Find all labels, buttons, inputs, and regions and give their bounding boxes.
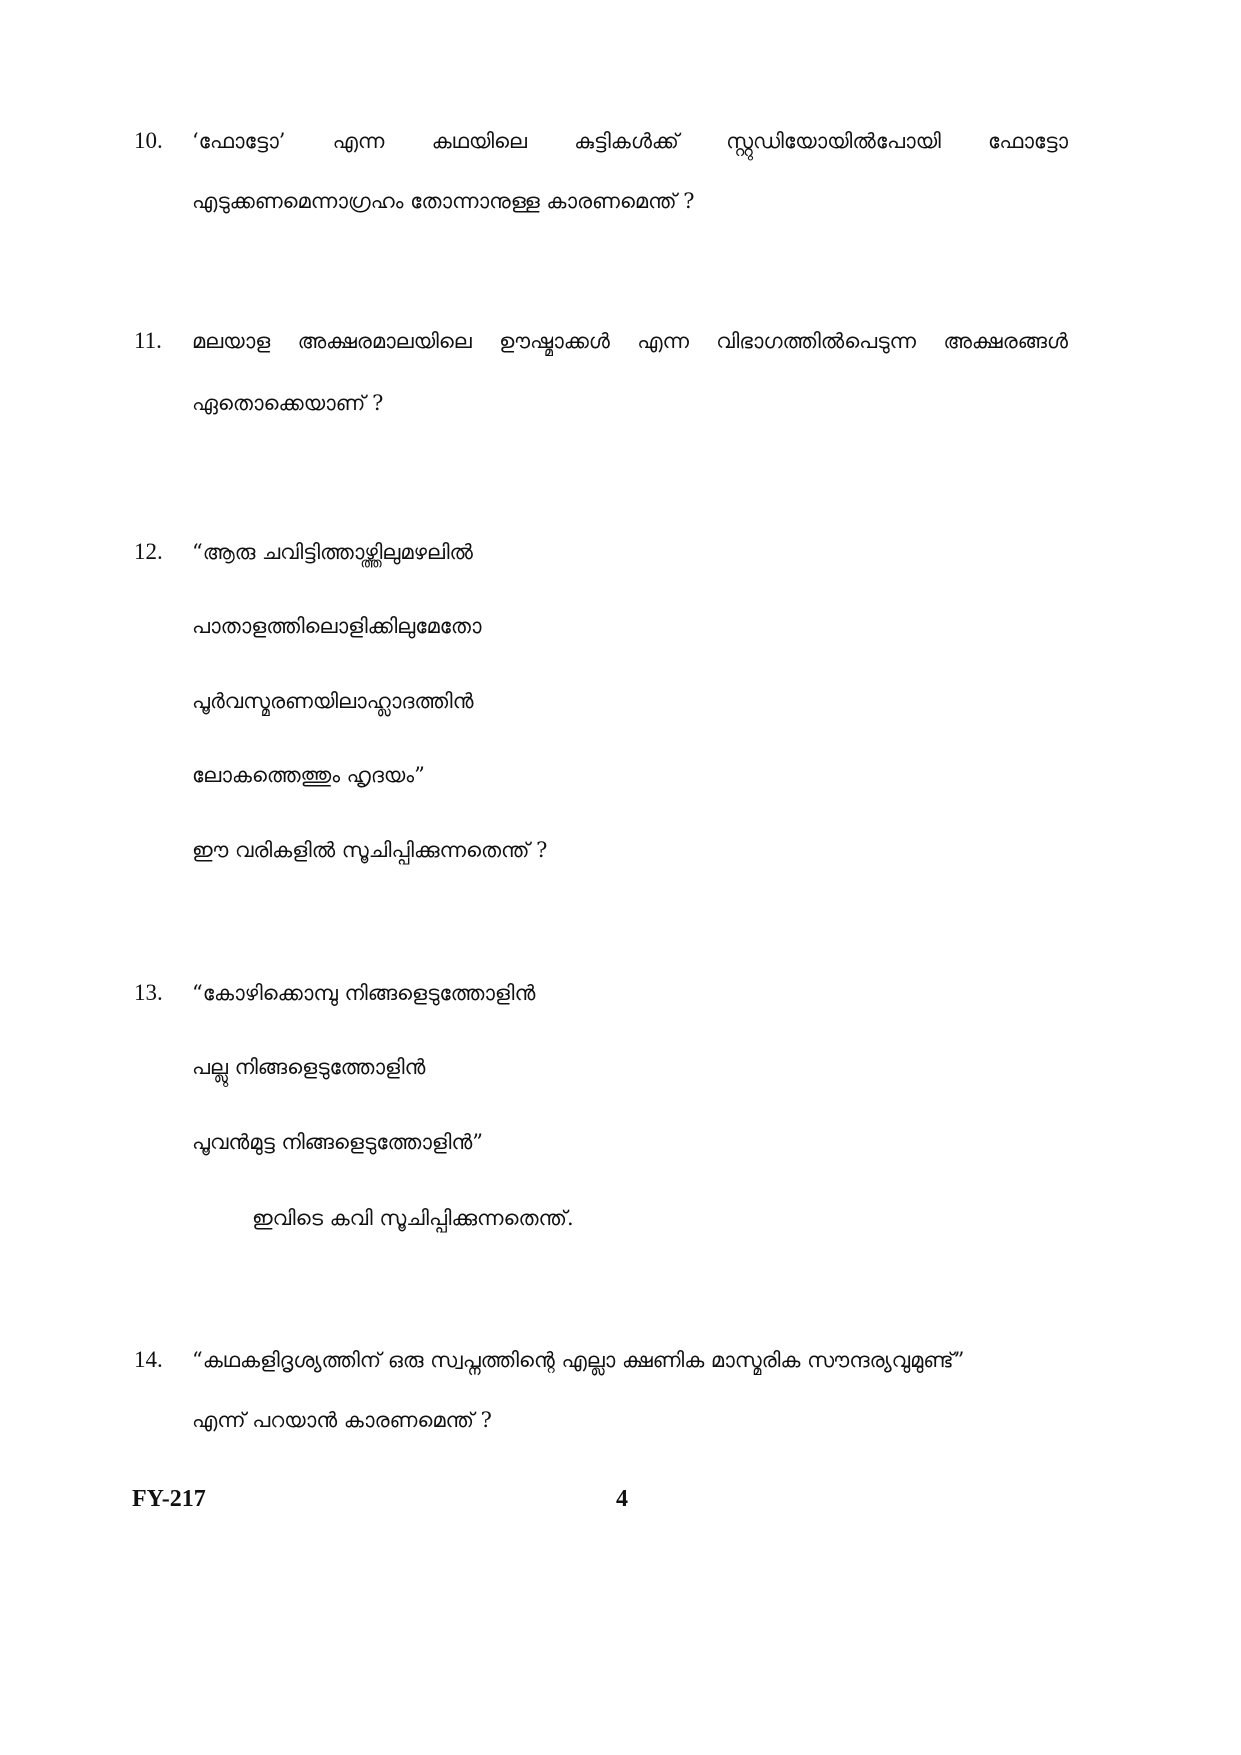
poem-line: പാതാളത്തിലൊളിക്കിലുമേതോ <box>192 614 482 638</box>
question-number: 12. <box>134 539 163 564</box>
question-text-line: “കഥകളിദൃശ്യത്തിന് ഒരു സ്വപ്നത്തിന്റെ എല്ലാ ക്ഷണിക മാസ്മരിക സൗന്ദര്യവുമുണ്ട്” <box>192 1348 965 1372</box>
page-number: 4 <box>616 1486 628 1512</box>
poem-line: പൂവൻമുട്ട നിങ്ങളെടുത്തോളിൻ” <box>192 1130 484 1154</box>
poem-line: പൂർവസ്മരണയിലാഹ്ലാദത്തിൻ <box>192 689 474 713</box>
poem-line: “ആരു ചവിട്ടിത്താഴ്ത്തിലുമഴലിൽ <box>192 540 473 564</box>
question-text-line: എന്ന് പറയാൻ കാരണമെന്ത് ? <box>192 1408 492 1432</box>
question-text-line: ഏതൊക്കെയാണ് ? <box>192 391 384 415</box>
question-text-line: ‘ഫോട്ടോ’ എന്ന കഥയിലെ കുട്ടികൾക്ക് സ്റ്റുഡിയോയിൽപോയി ഫോട്ടോ <box>192 129 1068 153</box>
paper-code: FY-217 <box>132 1486 206 1512</box>
poem-line: പല്ലു നിങ്ങളെടുത്തോളിൻ <box>192 1055 426 1079</box>
poem-line: ലോകത്തെത്തും ഹൃദയം” <box>192 763 425 787</box>
poem-line: “കോഴിക്കൊമ്പു നിങ്ങളെടുത്തോളിൻ <box>192 981 536 1005</box>
question-text-line: ഇവിടെ കവി സൂചിപ്പിക്കുന്നതെന്ത്. <box>252 1206 574 1230</box>
question-text-line: ഈ വരികളിൽ സൂചിപ്പിക്കുന്നതെന്ത് ? <box>192 838 548 862</box>
question-text-line: എടുക്കണമെന്നാഗ്രഹം തോന്നാനുള്ള കാരണമെന്ത് ? <box>192 189 695 213</box>
question-number: 13. <box>134 980 163 1005</box>
question-number: 11. <box>134 328 162 353</box>
question-number: 14. <box>134 1347 163 1372</box>
question-number: 10. <box>134 128 163 153</box>
question-text-line: മലയാള അക്ഷരമാലയിലെ ഊഷ്മാക്കൾ എന്ന വിഭാഗത്തിൽപെടുന്ന അക്ഷരങ്ങൾ <box>192 329 1068 353</box>
